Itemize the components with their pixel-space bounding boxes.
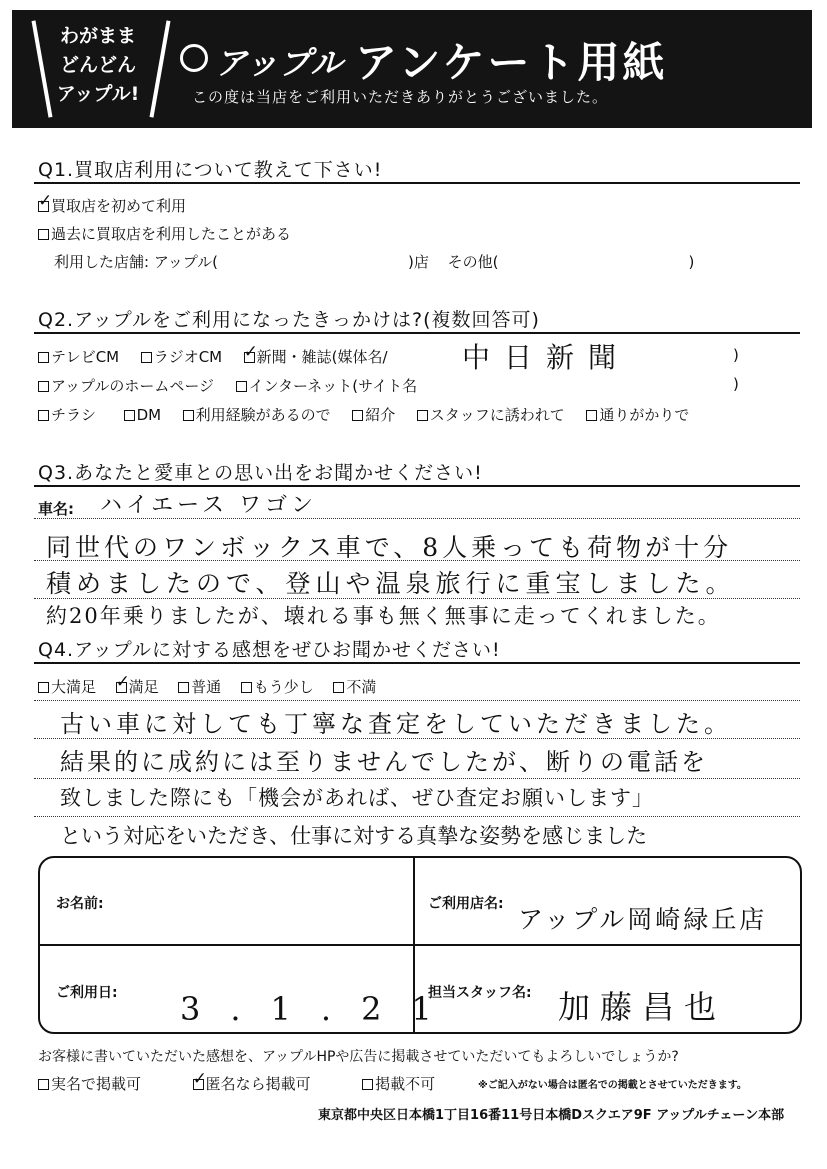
checkbox-checked[interactable]: [38, 201, 49, 212]
answer-line: [34, 778, 800, 779]
checkbox-checked[interactable]: [244, 352, 255, 363]
brand-logo: アップル: [215, 44, 344, 82]
checkbox[interactable]: [38, 682, 49, 693]
answer-line: [34, 560, 800, 561]
slogan-line: アップル!: [56, 83, 140, 105]
checkbox[interactable]: [333, 682, 344, 693]
q1-shop-used: 利用した店舗: アップル( )店 その他( ): [54, 253, 695, 271]
info-box-divider-horizontal: [40, 944, 800, 946]
q2-close-paren: ): [733, 375, 739, 393]
checkbox-checked[interactable]: [116, 682, 127, 693]
q2-rule: [34, 332, 800, 334]
handwritten-q3-line: 積めましたので、登山や温泉旅行に重宝しました。: [46, 569, 736, 598]
handwritten-q3-line: 同世代のワンボックス車で、8人乗っても荷物が十分: [46, 533, 733, 562]
q2-row-3: チラシ DM 利用経験があるので 紹介 スタッフに誘われて 通りがかりで: [38, 404, 689, 425]
q2-row-2: アップルのホームページ インターネット(サイト名: [38, 375, 417, 396]
checkbox[interactable]: [38, 229, 49, 240]
form-title: アンケート用紙: [355, 38, 668, 87]
publish-options: 実名で掲載可 ✓ 匿名なら掲載可 掲載不可: [38, 1073, 435, 1094]
checkbox[interactable]: [352, 410, 363, 421]
date-label: ご利用日:: [56, 985, 118, 1001]
slogan-line: わがまま: [59, 25, 136, 47]
apple-logo-icon: [180, 44, 208, 72]
checkbox[interactable]: [38, 352, 49, 363]
slogan: [50, 22, 146, 109]
handwritten-q4-line: 古い車に対しても丁寧な査定をしていただきました。: [60, 710, 732, 738]
checkbox[interactable]: [38, 381, 49, 392]
checkbox[interactable]: [241, 682, 252, 693]
answer-line: [34, 816, 800, 817]
q1-rule: [34, 182, 800, 184]
q1-option-used-before[interactable]: 過去に買取店を利用したことがある: [38, 223, 291, 244]
q2-heading: Q2.アップルをご利用になったきっかけは?(複数回答可): [38, 309, 540, 331]
checkbox[interactable]: [178, 682, 189, 693]
q1-option-first-time[interactable]: ✓買取店を初めて利用: [38, 195, 186, 216]
checkbox[interactable]: [183, 410, 194, 421]
handwritten-car-name: ハイエース ワゴン: [100, 493, 318, 518]
answer-line: [34, 518, 800, 519]
q4-rating-row: 大満足 ✓ 満足 普通 もう少し 不満: [38, 676, 376, 697]
publish-question: お客様に書いていただいた感想を、アップルHPや広告に掲載させていただいてもよろしいでしょうか?: [38, 1049, 679, 1065]
answer-line: [34, 700, 800, 701]
checkbox[interactable]: [38, 410, 49, 421]
handwritten-q4-line: 致しました際にも「機会があれば、ぜひ査定お願いします」: [60, 786, 654, 810]
form-subtitle: この度は当店をご利用いただきありがとうございました。: [192, 88, 609, 106]
handwritten-shop-name: アップル岡崎緑丘店: [518, 905, 768, 934]
handwritten-date: 3.1.21: [180, 990, 462, 1028]
q3-rule: [34, 485, 800, 487]
checkbox[interactable]: [586, 410, 597, 421]
handwritten-q4-line: という対応をいただき、仕事に対する真摯な姿勢を感じました: [60, 824, 648, 848]
footer-address: 東京都中央区日本橋1丁目16番11号日本橋Dスクエア9F アップルチェーン本部: [318, 1108, 785, 1123]
answer-line: [34, 738, 800, 739]
q4-heading: Q4.アップルに対する感想をぜひお聞かせください!: [38, 639, 501, 661]
handwritten-staff-name: 加藤昌也: [558, 988, 727, 1026]
checkbox[interactable]: [236, 381, 247, 392]
q2-row-1: テレビCM ラジオCM ✓ 新聞・雑誌(媒体名/: [38, 346, 388, 367]
checkbox[interactable]: [124, 410, 135, 421]
shop-label: ご利用店名:: [428, 896, 504, 912]
checkbox[interactable]: [141, 352, 152, 363]
checkbox[interactable]: [417, 410, 428, 421]
name-label: お名前:: [56, 896, 104, 912]
q4-rule: [34, 662, 800, 664]
checkbox[interactable]: [38, 1079, 49, 1090]
q3-heading: Q3.あなたと愛車との思い出をお聞かせください!: [38, 462, 483, 484]
staff-label: 担当スタッフ名:: [428, 985, 532, 1001]
car-name-label: 車名:: [38, 500, 74, 518]
publish-note: ※ご記入がない場合は匿名での掲載とさせていただきます。: [478, 1080, 747, 1091]
slogan-line: どんどん: [59, 54, 136, 76]
answer-line: [34, 598, 800, 599]
checkbox[interactable]: [362, 1079, 373, 1090]
handwritten-q3-line: 約20年乗りましたが、壊れる事も無く無事に走ってくれました。: [46, 604, 721, 628]
handwritten-newspaper-name: 中日新聞: [462, 341, 631, 374]
handwritten-q4-line: 結果的に成約には至りませんでしたが、断りの電話を: [60, 748, 708, 776]
checkbox-checked[interactable]: [193, 1079, 204, 1090]
q2-close-paren: ): [733, 346, 739, 364]
q1-heading: Q1.買取店利用について教えて下さい!: [38, 159, 383, 181]
